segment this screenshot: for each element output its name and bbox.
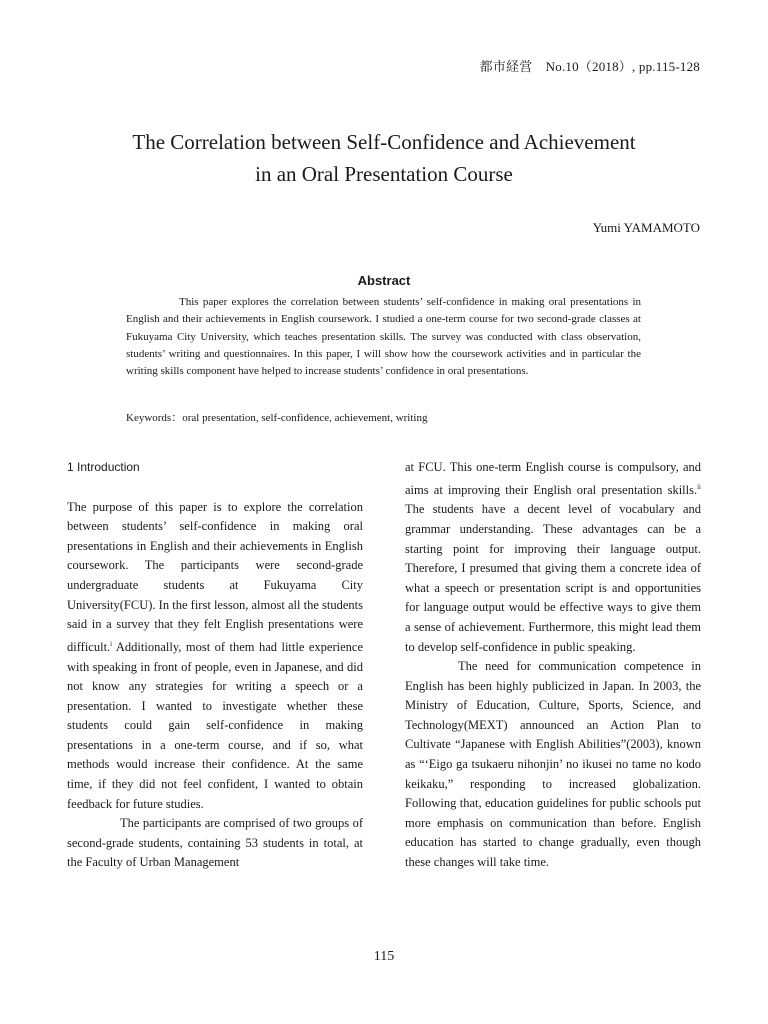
paragraph-2-continued: at FCU. This one-term English course is compulsory, and aims at improving their English oral presentation skills.$^{ii}$ The students have a decent level of vocabulary and grammar understanding. These advantages can be a starting point for improving their language output. Therefore, I presumed that giving them a concrete idea of what a speech or presentation script is and opportunities for language output would be effective ways to give them a sense of achievement. Furthermore, this might lead them to develop self-confidence in public speaking. <box>405 460 701 654</box>
footnote-marker-ii: ii <box>697 482 701 491</box>
title-line-2: in an Oral Presentation Course <box>255 162 513 186</box>
abstract-body <box>126 294 641 380</box>
section-heading: 1 Introduction <box>67 460 140 474</box>
paper-title <box>0 126 768 190</box>
abstract-text: This paper explores the correlation between students’ self-confidence in making oral presentations in English and their achievements in English coursework. I studied a one-term course for two second-grade classes at Fukuyama City University, which teaches presentation skills. The survey was conducted with class observation, students’ writing and questionnaires. In this paper, I will show how the coursework activities and in particular the writing skills component have helped to increase students’ confidence in oral presentations. <box>126 296 641 378</box>
journal-header: 都市経営 No.10（2018）, pp.115-128 <box>479 59 700 74</box>
footnote-marker-i: i <box>110 639 113 648</box>
title-line-1: The Correlation between Self-Confidence and Achievement <box>132 130 636 154</box>
abstract-heading: Abstract <box>357 273 411 288</box>
author-name: Yumi YAMAMOTO <box>592 220 700 235</box>
paragraph-3: The need for communication competence in English has been highly publicized in Japan. In 2003, the Ministry of Education, Culture, Sports, Science, and Technology(MEXT) announced an Action Plan to Cultivate “Japanese with English Abilities”(2003), known as “‘Eigo ga tsukaeru nihonjin’ no ikusei no tame no kodo keikaku,” responding to increased globalization. Following that, education guidelines for public schools put more emphasis on communication than before. English education has started to change gradually, even though these changes will take time. <box>405 659 701 870</box>
right-column <box>405 458 701 873</box>
page-number: 115 <box>373 949 395 964</box>
paragraph-1: The purpose of this paper is to explore the correlation between students’ self-confidence in making oral presentations in English and their achievements in English coursework. The participants were second-grade undergraduate students at Fukuyama City University(FCU). In the first lesson, almost all the students said in a survey that they felt English presentations were difficult.$^i$ Additionally, most of them had little experience with speaking in front of people, even in Japanese, and did not know any strategies for writing a speech or a presentation. I wanted to investigate whether these students could gain self-confidence in making presentations in a one-term course, and if so, what methods would increase their confidence. At the same time, if they did not feel confident, I wanted to obtain feedback for future studies. <box>67 499 363 811</box>
left-column <box>67 458 363 873</box>
keywords: Keywords：oral presentation, self-confidence, achievement, writing <box>126 412 428 424</box>
paragraph-2: The participants are comprised of two groups of second-grade students, containing 53 students in total, at the Faculty of Urban Management <box>67 816 363 870</box>
